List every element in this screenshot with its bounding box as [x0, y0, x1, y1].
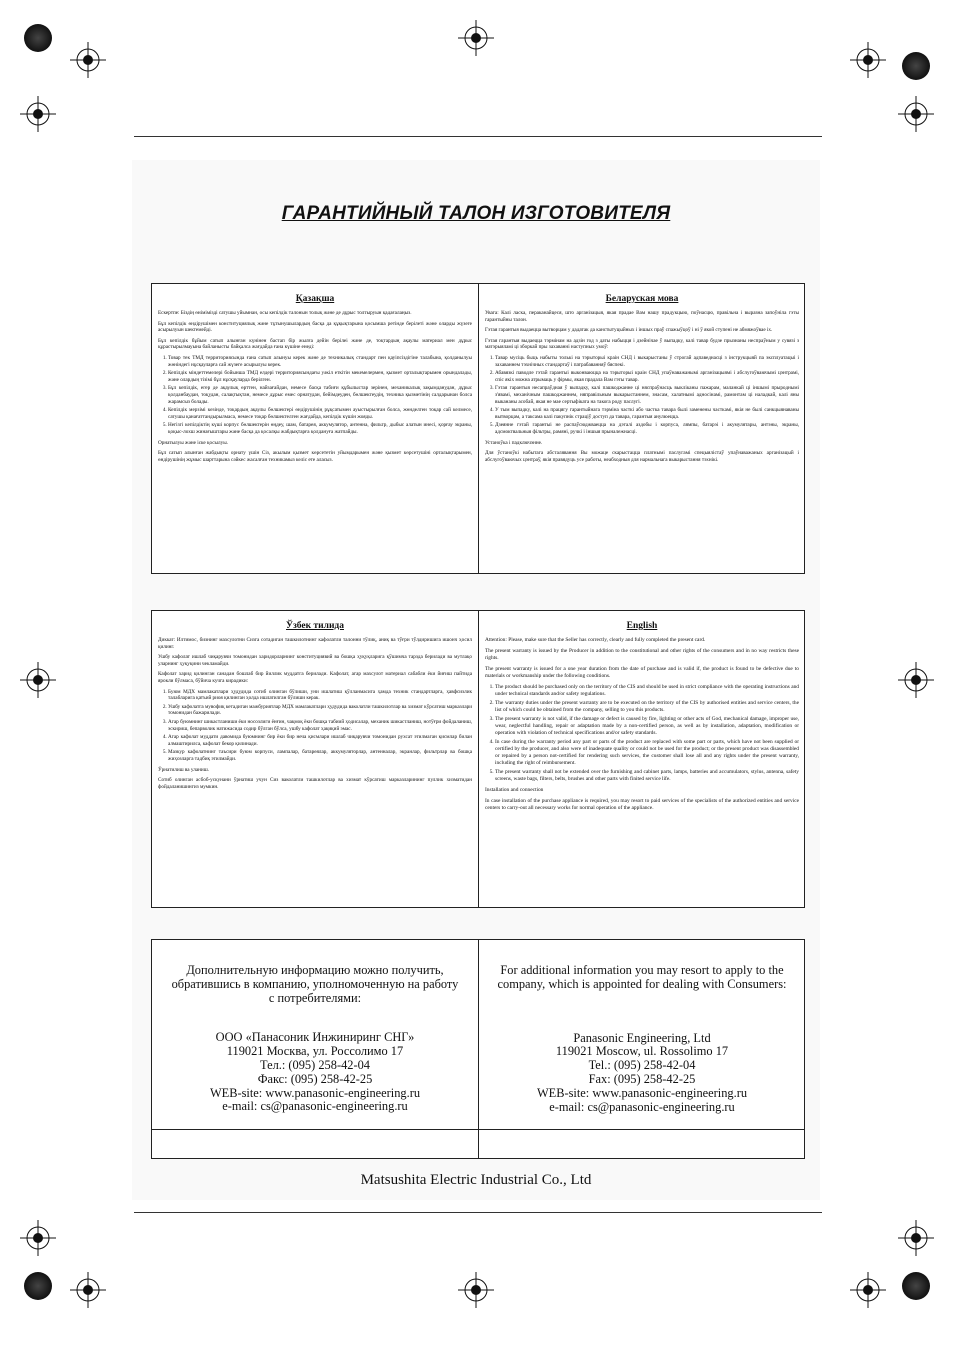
- paragraph: Сотиб олинган асбоб-ускунани ўрнатиш учун Сиз ваколатли ташкилотлар ва хизмат кўрсатиш марказларининг пуллик хизматидан фойдаланишингиз мумкин.: [158, 777, 472, 790]
- section-heading: Ўзбек тилида: [286, 621, 344, 631]
- paragraph: Кафолат харид қилинган санадан бошлаб бир йиллик муддатга берилади. Кафолат, агар махсулот материал сабабли ёки йиғиш пайтида ярокли бўлмаса, бўйича кучга кирадики:: [158, 671, 472, 684]
- contact-info-en: [479, 940, 805, 1114]
- paragraph: The present warranty is issued for a one year duration from the date of purchase and is valid if, the product is found to be defective due to materials or workmanship under the following conditions.: [485, 666, 799, 679]
- paragraph: Ўрнатилиш ва уланиш.: [158, 766, 209, 773]
- list-item: 1. The product should be purchased only on the territory of the CIS and should be used in strict compliance with the operating instructions and under technical standards and/or safety regulations.: [495, 684, 799, 698]
- info-lead-line: company, which is appointed for dealing with Consumers:: [497, 976, 787, 991]
- list-item: 2. Кепілдік міндеттемелері бойынша ТМД елдері территориясындағы уәкіл еткітін мекемелермен, қызмет орталықтарымен орындалады, және олардың тізімі бұл нұсқауларда берілген.: [168, 370, 472, 383]
- top-rule: [134, 136, 822, 137]
- paragraph: Бұл сатып алынған жабдықты орнату үшін Сіз, акылым қызмет көрсететін уйымдарымен және қызмет көрсетушіні орталықтарымен, өндірушінің жұмыс шарттарына сәйкес жасалған техникамыз келіс ете аласыз.: [158, 450, 472, 463]
- company-phone: Тел.: (095) 258-42-04: [260, 1057, 370, 1072]
- company-name: ООО «Панасоник Инжиниринг СНГ»: [215, 1030, 415, 1045]
- list-item: 1. Тавар мусіць быць набыты толькі на тэрыторыі краін СНД і выкарыстаны ў строгай адпаведнасці з інструкцыяй па эксплуатацыі і захаваннем тэхнічных стандартаў і патрабаванняў бяспекі.: [495, 355, 799, 368]
- paragraph: Для ўстаноўкі набытага абсталявання Вы можаце скарыстацца платнымі паслугамі спецыялістаў упаўнаважаных арганізацый і абслугоўваючых цэнтраў, якія правядуць усе работы, неабходныя для нармальнага выкарыстання тэхнікі.: [485, 450, 799, 463]
- list-item: 1. Товар тек ТМД территориясында ғана сатып алынуы керек және де техникалық стандарт пен қауіпсіздігіне талабына, қолданылуы жөніндегі нұсқауларға сай жүзеге асырылуы керек.: [168, 355, 472, 368]
- paragraph: Бұл кепілдік бұйым сатып алынған күнінен бастап бір жылға дейін берілеі және де, тоқтардың ақаулы материал мен дұрыс құрастырылмауына байланысты байқалса жағдайда ғана күшіне енеді:: [158, 337, 472, 351]
- contact-info-ru: [152, 940, 478, 1114]
- section-heading: Қазақша: [295, 294, 335, 304]
- company-address: 119021 Москва, ул. Россолимо 17: [226, 1044, 404, 1059]
- company-name: Panasonic Engineering, Ltd: [573, 1030, 711, 1045]
- company-fax: Факс: (095) 258-42-25: [257, 1071, 373, 1086]
- company-phone: Tel.: (095) 258-42-04: [588, 1058, 696, 1073]
- list-item: 3. Гэтая гарантыя несапраўдная ў выпадку, калі пашкоджанне ці няспраўнасць выкліканы пажарам, маланкай ці іншымі прыроднымі з'явамі, механічным пашкоджаннем, няправільным выкарыстаннем, знасам, халатнымі адносінамі, рамонтам ці наладкай, калі яны выкананы асобай, якая не мае сертыфіката на такога роду паслугі.: [495, 385, 799, 405]
- info-lead-line: Дополнительную информацию можно получить,: [186, 963, 444, 977]
- list-item: 4. У тым выпадку, калі на працягу гарантыйнага тэрміна часткі або частка тавара былі заменены часткамі, якія не былі санкцыянаваны вытворцам, а таксама калі пакупнік страціў доступ да тавара, гарантыя анулюецца.: [495, 407, 799, 420]
- warranty-box-kk-be: [151, 283, 805, 574]
- section-heading: Беларуская мова: [605, 294, 679, 304]
- contact-box: [151, 939, 805, 1159]
- list-item: 5. Мазкур кафолатнинг таъсири буюм корпуси, лампалар, батареялар, аккумуляторлар, антенналар, экранлар, фильтрлар ва бошқа жиҳозларга тадбиқ этилмайди.: [168, 749, 472, 762]
- list-item: 4. Кепілдік мерзімі кезінде, тоқардың ақаулы бөлшектері өндірушінің рұқсатымен ауыстырылған болса, жөнделген тоқар сай келмесе, сатушы қанағаттандырылмаса, немесе тоқар бөлшектелген жағдайда, кепілдік күшін жояды.: [168, 407, 472, 420]
- list-item: 5. The present warranty shall not be extended over the furnishing and cabinet parts, lamps, batteries and accumulators, stylus, antenna, safety screens, waste bags, filters, belts, brushes and other parts with finited service life.: [495, 769, 799, 783]
- paragraph: Устаноўка і падключэнне.: [485, 439, 543, 446]
- company-fax: Fax: (095) 258-42-25: [588, 1071, 696, 1086]
- section-english: [479, 611, 805, 907]
- paragraph: Диккат: Илтимос, бизнинг махсулотни Сизга сотадиган ташкилотнинг кафолатли талонни тўлиқ, аниқ ва тўғри тўлдиришига ишонч ҳосил қилинг.: [158, 637, 472, 650]
- list-item: 2. Абавязкі паводле гэтай гарантыі выконваюцца на тэрыторыі краін СНД упаўнаважанымі арганізацыямі і абслугоўваючымі цэнтрамі, спіс якіх можна атрымаць у фірмы, якая прадала Вам гэты тавар.: [495, 370, 799, 383]
- paragraph: Бұл кепілдік өндірушімен конституциялық және тұтынушылардың басқа да құқықтарына қосымша ретінде берілеті және оларды жүзеге асырылуын шектемейді.: [158, 320, 472, 334]
- page-title: ГАРАНТИЙНЫЙ ТАЛОН ИЗГОТОВИТЕЛЯ: [281, 203, 671, 224]
- list-item: 5. Дзеянне гэтай гарантыі не распаўсюджваецца на дэталі аздобы і корпуса, лямпы, батарэі і акумулятары, антэны, экраны, адсмоктвальныя фільтры, рамяні, ручкі і іншыя прыналежнасці.: [495, 422, 799, 435]
- section-kazakh: [152, 284, 478, 573]
- list-item: 3. Бұл кепілдік, егер де ақаулық өрттен, найзағайдан, немесе басқа табиғи құбылыстар зерінен, механикалық зақымданудан, дұрыс қолданбаудан, тоқудан, салақтықтан, немесе дұрыс емес орнатудан, бейімдеуден, бөлшектеудің, техника қызметінің салдарынан болса жарамсыз болады.: [168, 385, 472, 405]
- company-address: 119021 Moscow, ul. Rossolimo 17: [555, 1044, 729, 1059]
- info-lead-line: For additional information you may resort to apply to the: [500, 963, 784, 977]
- list-item: 1. Буюм МДХ мамлакатлари ҳудудида сотиб олинган бўлиши, уни ишлатиш қўлланмасига ҳамда техник стандартларга, ҳавфсизлик талабларига қатъий риоя қилинган ҳолда ишлатилган бўлиши керак.: [168, 689, 472, 702]
- paragraph: Увага: Калі ласка, пераканайцеся, што арганізацыя, якая прадае Вам нашу прадукцыю, поўнасцю, правільна і выразна запоўніла гэты гарантыйны талон.: [485, 310, 799, 323]
- company-website: WEB-site: www.panasonic-engineering.ru: [209, 1085, 421, 1100]
- paragraph: In case installation of the purchase appliance is required, you may resort to paid services of the specialists of the authorized entities and service centers to carry-out all necessary works for normal operation of the appliance.: [485, 798, 799, 811]
- paragraph: Орнатылуы және іске қосылуы.: [158, 439, 228, 446]
- paragraph: Гэтая гарантыя выдаецца тэрмінам на адзін год з даты набыцця і дзейнічае ў выпадку, калі тавар будзе прызнаны неспраўным у сувязі з матэрыяламі ці зборкай пры захаванні наступных умоў:: [485, 337, 799, 351]
- list-item: 2. Ушбу кафолатга мувофиқ кетадиган мажбуриятлар МДХ мамлакатлари ҳудудида ваколатли ташкилотлар ва хизмат кўрсатиш марказлари томонидан бажарилади.: [168, 704, 472, 717]
- list-item: 5. Негізгі кепілдіктің күші корпус бөлшектерін өңдеу, шам, батарея, аккумулятор, антенна, фильтр, дыбыс алатын инесі, қорғау экраны, қоқыс-лохш жинағыштары және басқа да қосалқы жабдықтарға қолдануға жатпайды.: [168, 422, 472, 435]
- company-email: e-mail: cs@panasonic-engineering.ru: [222, 1099, 408, 1114]
- paragraph: Ушбу кафолат ишлаб чиқарувчи томонидан харидорларнинг конституциявий ва бошқа ҳуқуқларига қўшимча тарзда берилади ва мутлақо уларнинг ҳуқуқини чекламайди.: [158, 654, 472, 667]
- paragraph: Installation and connection: [485, 787, 544, 793]
- list-item: 3. Агар буюмнинг шикастланиши ёки носозлиги ёнғин, чақмоқ ёки бошқа табиий ҳодисалар, механик шикастланиш, нотўғри фойдаланиш, эскириш, бепарволик натижасида содир бўлган бўлса, ушбу кафолат ҳақиқий эмас.: [168, 719, 472, 732]
- company-website: WEB-site: www.panasonic-engineering.ru: [536, 1085, 748, 1100]
- paragraph: Attention: Please, make sure that the Seller has correctly, clearly and fully completed the present card.: [485, 637, 706, 643]
- manufacturer-name: Matsushita Electric Industrial Co., Ltd: [360, 1172, 592, 1188]
- list-item: 4. Агар кафолат муддати давомида буюмнинг бир ёки бир неча қисмлари ишлаб чиқарувчи томонидан рухсат этилмаган қисмлар билан алмаштирилса, кафолат бекор қилинади.: [168, 734, 472, 747]
- section-belarusian: [479, 284, 805, 573]
- company-email: e-mail: cs@panasonic-engineering.ru: [549, 1099, 735, 1114]
- paragraph: The present warranty is issued by the Producer in addition to the constitutional and other rights of the consumers and in no way restricts these rights.: [485, 648, 799, 661]
- list-item: 4. In case during the warranty period any part or parts of the product are replaced with some part or parts, which have not been supplied or certified by the producer, and also were of inadequate quality or could not be used for the product; or the present product was disassembled or repaired by a person not-certified for rendering such services, the customer shall lose all and any rights under the present warranty, including the right of reimbursement.: [495, 739, 799, 767]
- info-lead-line: с потребителями:: [268, 990, 362, 1005]
- section-uzbek: [152, 611, 478, 907]
- paragraph: Ескертпе: Біздің өнімімізді сатушы уйымнан, осы кепілдік талонын толық және де дұрыс толтыруын қадағалаңыз.: [158, 310, 412, 316]
- bottom-rule: [134, 1212, 822, 1213]
- list-item: 3. The present warranty is not valid, if the damage or defect is caused by fire, lighting or other acts of God, mechanical damage, improper use, wear, neglectful handling, repair or adaptation made by a non-certified person, as well as by installation, adaptation, modification or operation with violation of technical specifications and/or safety standards.: [495, 716, 799, 737]
- section-heading: English: [626, 621, 658, 631]
- warranty-box-uz-en: [151, 610, 805, 908]
- list-item: 2. The warranty duties under the present warranty are to be executed on the territory of the CIS by authorised entities and service centers, the list of which could be obtained from the company, selling to you this products.: [495, 700, 799, 714]
- paragraph: Гэтая гарантыя выдаецца вытворцам у дадатак да канстытуцыйных і іншых праў спажыўцоў і ні ў якой ступені не абмяжоўвае іх.: [485, 327, 773, 334]
- box-rule: [152, 1129, 804, 1130]
- info-lead-line: обратившись в компанию, уполномоченную на работу: [171, 976, 459, 991]
